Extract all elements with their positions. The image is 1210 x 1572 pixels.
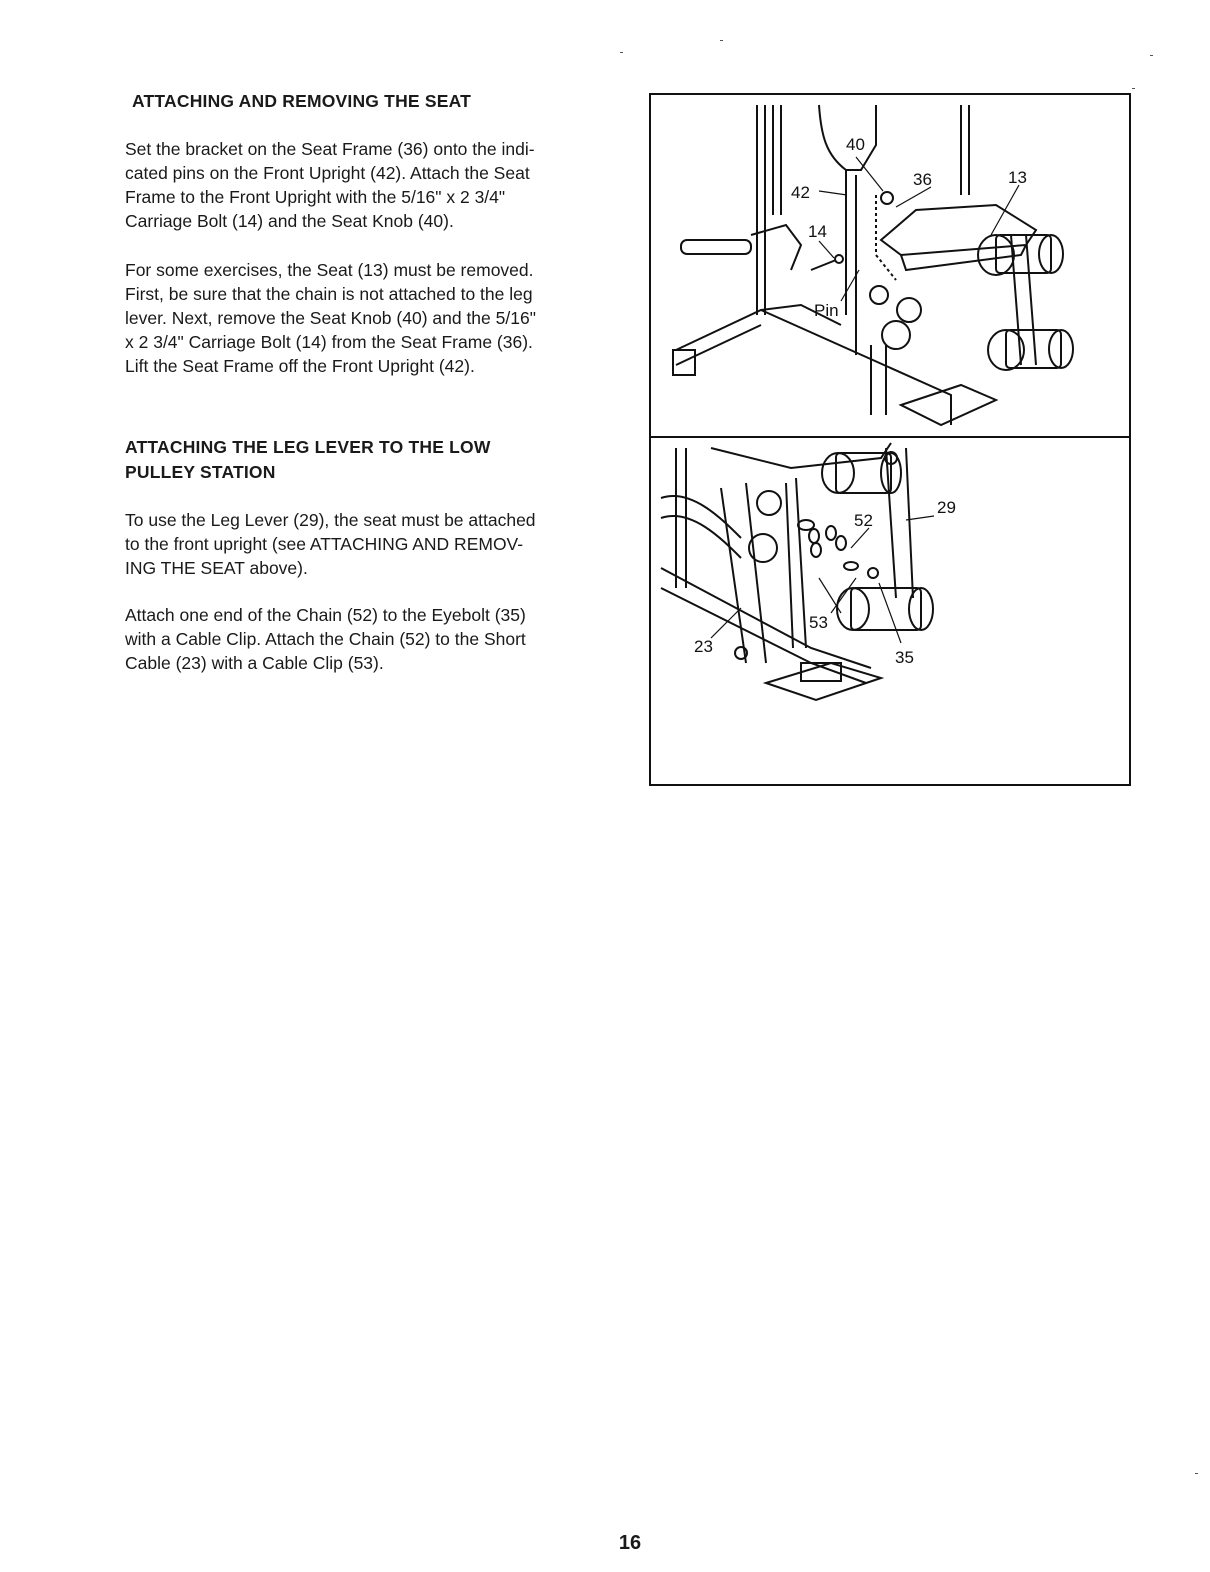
callout-14: 14 <box>808 222 827 241</box>
callout-52: 52 <box>854 511 873 530</box>
chain-attach-paragraph <box>125 603 526 675</box>
scan-speck <box>1195 1473 1198 1474</box>
callout-36: 36 <box>913 170 932 189</box>
heading-line: PULLEY STATION <box>125 462 276 482</box>
text-line: to the front upright (see ATTACHING AND REMOV- <box>125 534 524 554</box>
text-line: For some exercises, the Seat (13) must be removed. <box>125 260 534 280</box>
text-line: To use the Leg Lever (29), the seat must be attached <box>125 510 536 530</box>
text-line: Set the bracket on the Seat Frame (36) onto the indi- <box>125 139 535 159</box>
page-number: 16 <box>618 1532 642 1554</box>
text-line: cated pins on the Front Upright (42). Attach the Seat <box>125 163 530 183</box>
text-line: with a Cable Clip. Attach the Chain (52) to the Short <box>125 629 526 649</box>
section-heading-leg-lever <box>125 435 491 485</box>
scan-speck <box>620 52 623 53</box>
text-line: First, be sure that the chain is not attached to the leg <box>125 284 533 304</box>
seat-attach-paragraph <box>125 137 535 233</box>
text-line: ING THE SEAT above). <box>125 558 308 578</box>
text-line: Lift the Seat Frame off the Front Upright (42). <box>125 356 475 376</box>
text-line: Cable (23) with a Cable Clip (53). <box>125 653 384 673</box>
callout-23: 23 <box>694 637 713 656</box>
scan-speck <box>720 40 723 41</box>
callout-53: 53 <box>809 613 828 632</box>
seat-remove-paragraph <box>125 258 536 378</box>
callout-29: 29 <box>937 498 956 517</box>
seat-assembly-drawing <box>651 95 1129 439</box>
scan-speck <box>1132 88 1135 89</box>
callout-13: 13 <box>1008 168 1027 187</box>
text-line: Carriage Bolt (14) and the Seat Knob (40). <box>125 211 454 231</box>
text-line: lever. Next, remove the Seat Knob (40) and the 5/16" <box>125 308 536 328</box>
section-heading-seat: ATTACHING AND REMOVING THE SEAT <box>132 91 472 111</box>
leg-lever-paragraph <box>125 508 536 580</box>
callout-35: 35 <box>895 648 914 667</box>
text-line: Frame to the Front Upright with the 5/16" x 2 3/4" <box>125 187 506 207</box>
text-line: Attach one end of the Chain (52) to the Eyebolt (35) <box>125 605 526 625</box>
leg-lever-figure <box>649 436 1131 786</box>
heading-line: ATTACHING THE LEG LEVER TO THE LOW <box>125 437 491 457</box>
seat-assembly-figure <box>649 93 1131 441</box>
callout-42: 42 <box>791 183 810 202</box>
callout-40: 40 <box>846 135 865 154</box>
leg-lever-drawing <box>651 438 1129 784</box>
scan-speck <box>1150 55 1153 56</box>
callout-pin: Pin <box>814 301 839 320</box>
text-line: x 2 3/4" Carriage Bolt (14) from the Seat Frame (36). <box>125 332 533 352</box>
